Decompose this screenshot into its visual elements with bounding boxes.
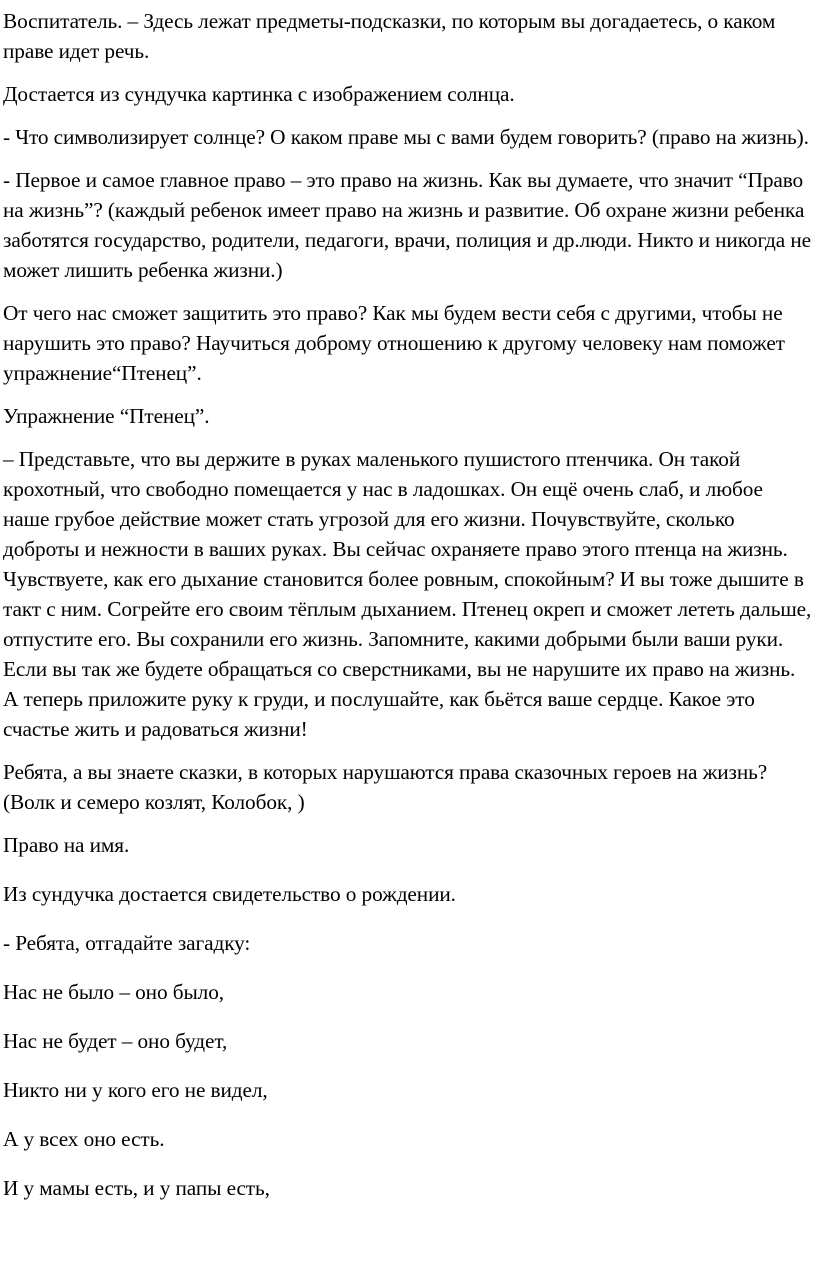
right-to-life-paragraph: - Первое и самое главное право – это право на жизнь. Как вы думаете, что значит “Право на жизнь”? (каждый ребенок имеет право на жизнь и развитие. Об охране жизни ребенка заботятся государство, родители, педагоги, врачи, полиция и др.люди. Никто и никогда не может лишить ребенка жизни.)	[3, 168, 811, 282]
riddle-line-1: Нас не было – оно было,	[3, 980, 224, 1004]
birth-certificate-paragraph: Из сундучка достается свидетельство о рождении.	[3, 882, 456, 906]
riddle-line-5: И у мамы есть, и у папы есть,	[3, 1176, 270, 1200]
riddle-line-2: Нас не будет – оно будет,	[3, 1029, 228, 1053]
sun-question-paragraph: - Что символизирует солнце? О каком праве мы с вами будем говорить? (право на жизнь).	[3, 125, 809, 149]
intro-paragraph: Воспитатель. – Здесь лежат предметы-подсказки, по которым вы догадаетесь, о каком праве идет речь.	[3, 9, 776, 63]
riddle-line-4: А у всех оно есть.	[3, 1127, 165, 1151]
right-to-name-heading: Право на имя.	[3, 833, 130, 857]
fairy-tales-paragraph: Ребята, а вы знаете сказки, в которых нарушаются права сказочных героев на жизнь? (Волк и семеро козлят, Колобок, )	[3, 760, 768, 814]
riddle-intro-line: - Ребята, отгадайте загадку:	[3, 931, 251, 955]
sun-picture-paragraph: Достается из сундучка картинка с изображением солнца.	[3, 82, 515, 106]
exercise-text-paragraph: – Представьте, что вы держите в руках маленького пушистого птенчика. Он такой крохотный, что свободно помещается у нас в ладошках. Он ещё очень слаб, и любое наше грубое действие может стать угрозой для его жизни. Почувствуйте, сколько доброты и нежности в ваших руках. Вы сейчас охраняете право этого птенца на жизнь. Чувствуете, как его дыхание становится более ровным, спокойным? И вы тоже дышите в такт с ним. Согрейте его своим тёплым дыханием. Птенец окреп и сможет лететь дальше, отпустите его. Вы сохранили его жизнь. Запомните, какими добрыми были ваши руки. Если вы так же будете обращаться со сверстниками, вы не нарушите их право на жизнь. А теперь приложите руку к груди, и послушайте, как бьётся ваше сердце. Какое это счастье жить и радоваться жизни!	[3, 447, 812, 741]
riddle-line-3: Никто ни у кого его не видел,	[3, 1078, 268, 1102]
exercise-title: Упражнение “Птенец”.	[3, 404, 210, 428]
protection-question-paragraph: От чего нас сможет защитить это право? Как мы будем вести себя с другими, чтобы не нарушить это право? Научиться доброму отношению к другому человеку нам поможет упражнение“Птенец”.	[3, 301, 785, 385]
